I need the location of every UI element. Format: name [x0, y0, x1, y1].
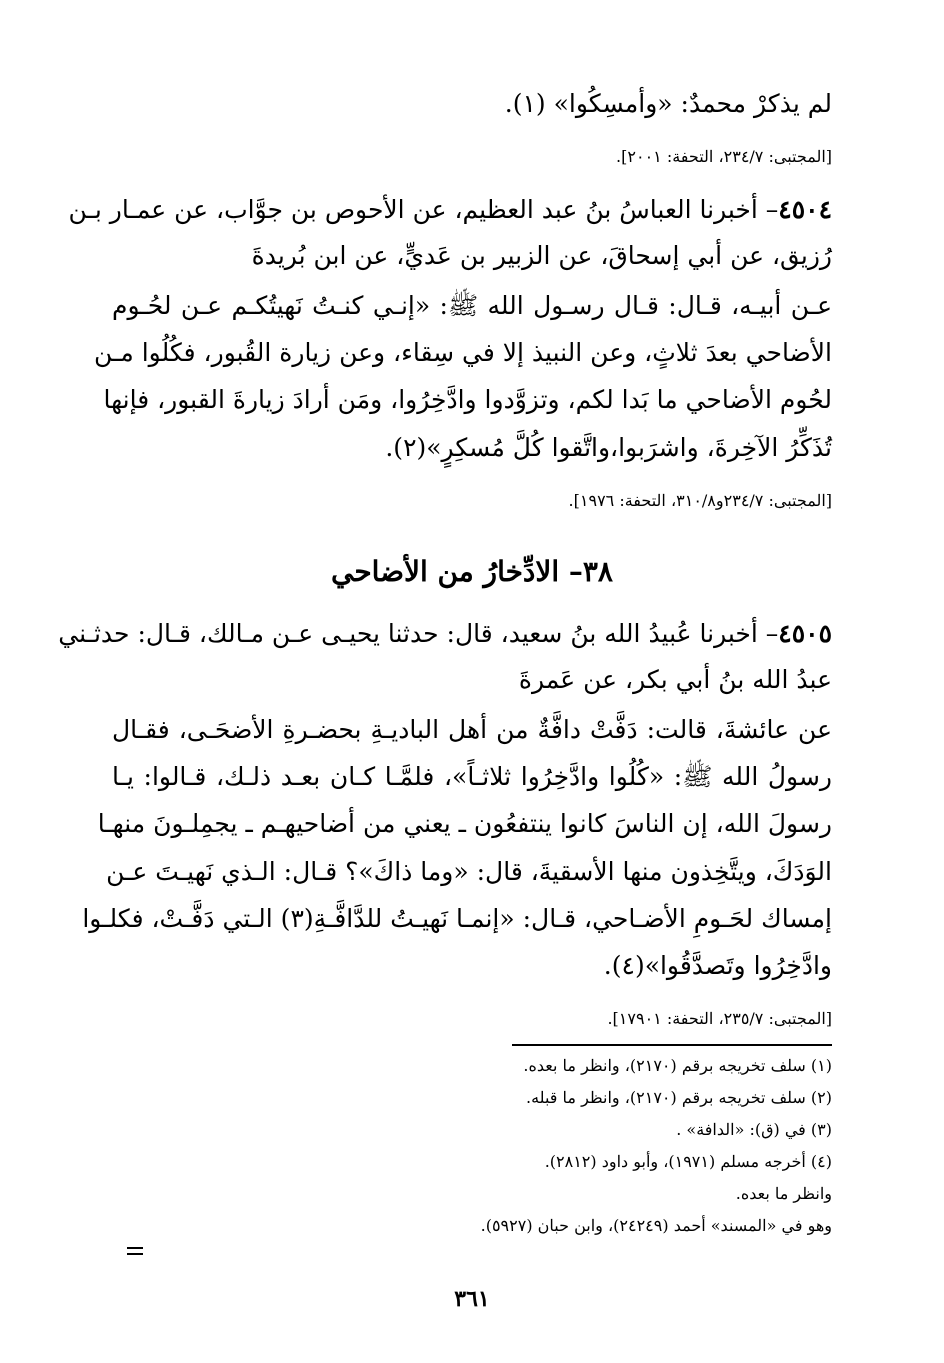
top-line: لم يذكرْ محمدٌ: «وأمسِكُوا» (١).	[504, 89, 832, 118]
hadith-4504-matn-line-2: الأضاحي بعدَ ثلاثٍ، وعن النبيذ إلا في سِقاء، وعن زيارة القُبور، فكُلُوا مـن	[94, 338, 832, 367]
footnote-4: (٤) أخرجه مسلم (١٩٧١)، وأبو داود (٢٨١٢).	[544, 1152, 832, 1171]
isnad-text: – أخبرنا العباسُ بنُ عبد العظيم، عن الأحوص بن جوَّاب، عن عمـار بـن	[68, 195, 779, 224]
hadith-4505-matn-line-4: الوَدَكَ، ويتَّخِذون منها الأسقيةَ، قال: «وما ذاكَ»؟ قـال: الـذي نَهيـتَ عـن	[106, 857, 832, 886]
hadith-4504-matn-line-3: لحُوم الأضاحي ما بَدا لكم، وتزوَّدوا وادَّخِرُوا، ومَن أرادَ زيارةَ القبور، فإنها	[103, 385, 832, 414]
hadith-4504-matn-line-1: عـن أبيـه، قـال: قـال رسـول الله ﷺ: «إنـي كنـتُ نَهيتُكـم عـن لحُـوم	[112, 291, 832, 320]
chapter-title: ٣٨– الادِّخارُ من الأضاحي	[331, 555, 613, 588]
hadith-4504-isnad-line-1	[68, 190, 832, 230]
reference-1: [المجتبى: ٢٣٤/٧، التحفة: ٢٠٠١].	[616, 147, 832, 166]
hadith-4505-matn-line-1: عن عائشةَ، قالت: دَفَّتْ دافَّةٌ من أهل الباديـةِ بحضـرةِ الأضحَـى، فقـال	[112, 715, 832, 744]
footnote-4-cont-1: وانظر ما بعده.	[735, 1184, 832, 1203]
hadith-4504-matn-line-4: تُذَكِّرُ الآخِرةَ، واشرَبوا،واتَّقوا كُلَّ مُسكِرٍ»(٢).	[385, 433, 832, 462]
page-number: ٣٦١	[454, 1286, 490, 1312]
footnote-4-cont-2: وهو في «المسند» أحمد (٢٤٢٤٩)، وابن حبان (٥٩٢٧).	[480, 1216, 832, 1235]
footnote-separator	[512, 1044, 832, 1046]
hadith-4504-isnad-line-2: رُزيق، عن أبي إسحاقَ، عن الزبير بن عَديٍّ، عن ابن بُريدةَ	[251, 241, 832, 270]
reference-3: [المجتبى: ٢٣٥/٧، التحفة: ١٧٩٠١].	[607, 1009, 832, 1028]
footnote-3: (٣) في (ق): «الدافة» .	[676, 1120, 832, 1139]
hadith-4505-matn-line-3: رسولَ الله، إن الناسَ كانوا ينتفعُون ـ يعني من أضاحيهـم ـ يجمِلـونَ منهـا	[97, 809, 832, 838]
hadith-number: ٤٥٠٤	[778, 195, 832, 224]
isnad-text: – أخبرنا عُبيدُ الله بنُ سعيد، قال: حدثنا يحيـى عـن مـالك، قـال: حدثـني	[58, 619, 779, 648]
hadith-4505-isnad-line-1	[58, 614, 832, 654]
hadith-number: ٤٥٠٥	[778, 619, 832, 648]
footnote-1: (١) سلف تخريجه برقم (٢١٧٠)، وانظر ما بعده.	[523, 1056, 832, 1075]
reference-2: [المجتبى: ٢٣٤/٧و٣١٠/٨، التحفة: ١٩٧٦].	[568, 491, 832, 510]
hadith-4505-matn-line-6: وادَّخِرُوا وتَصدَّقُوا»(٤).	[603, 951, 832, 980]
hadith-4505-isnad-line-2: عبدُ الله بنُ أبي بكر، عن عَمرةَ	[518, 665, 832, 694]
continuation-mark	[127, 1247, 143, 1255]
hadith-4505-matn-line-5: إمساك لحَـومِ الأضـاحي، قـال: «إنمـا نَهيـتُ للدَّافَّـةِ(٣) الـتي دَفَّـتْ، فكلـوا	[82, 904, 832, 933]
footnote-2: (٢) سلف تخريجه برقم (٢١٧٠)، وانظر ما قبله.	[526, 1088, 832, 1107]
hadith-4505-matn-line-2: رسولُ الله ﷺ: «كُلُوا وادَّخِرُوا ثلاثـاً»، فلمَّـا كـان بعـد ذلـك، قـالوا: يـا	[112, 762, 832, 791]
